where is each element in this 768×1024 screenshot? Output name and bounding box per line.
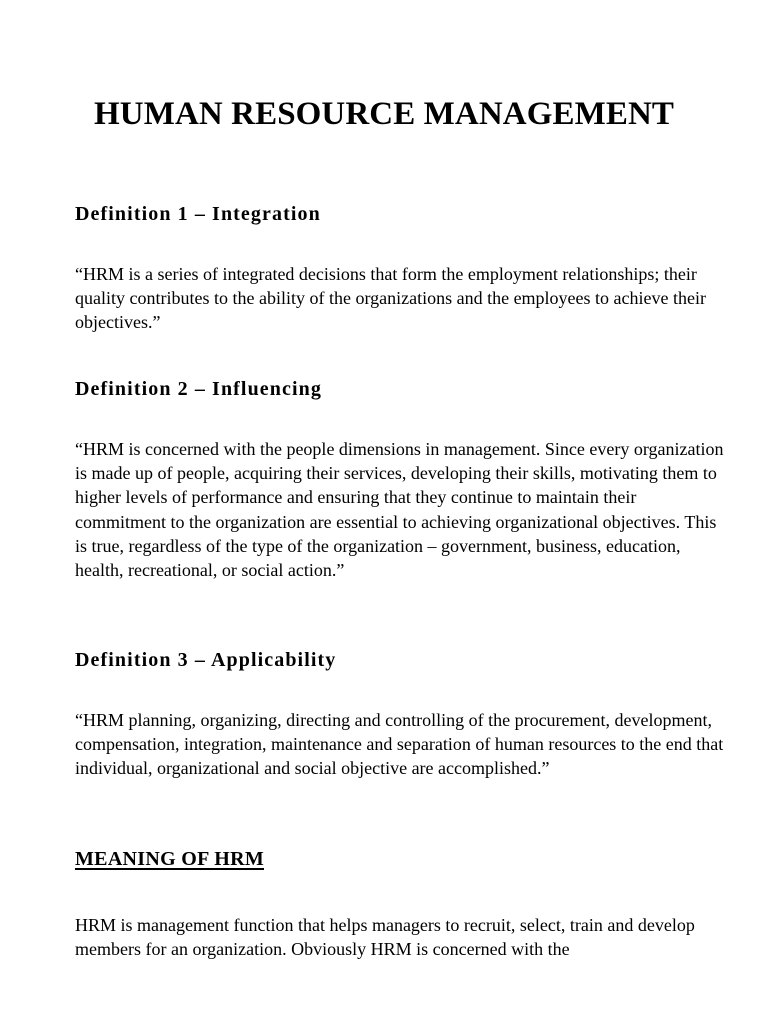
section-paragraph-definition-3: “HRM planning, organizing, directing and controlling of the procurement, development, compensation, integration, maintenance and separation of human resources to the end that individual, organizational and social objective are accomplished.”	[75, 710, 724, 779]
section-paragraph-definition-1: “HRM is a series of integrated decisions that form the employment relationships; their quality contributes to the ability of the organizations and the employees to achieve their objectives.”	[75, 264, 706, 333]
section-paragraph-definition-2: “HRM is concerned with the people dimensions in management. Since every organization is made up of people, acquiring their services, developing their skills, motivating them to higher levels of performance and ensuring that they continue to maintain their commitment to the organization are essential to achieving organizational objectives. This is true, regardless of the type of the organization – government, business, education, health, recreational, or social action.”	[75, 439, 724, 581]
section-heading-definition-1: Definition 1 – Integration	[75, 203, 321, 225]
section-heading-meaning-of-hrm: MEANING OF HRM	[75, 848, 264, 870]
section-paragraph-meaning-of-hrm: HRM is management function that helps managers to recruit, select, train and develop members for an organization. Obviously HRM is concerned with the	[75, 915, 695, 960]
section-heading-definition-3: Definition 3 – Applicability	[75, 649, 337, 671]
document-title: HUMAN RESOURCE MANAGEMENT	[94, 96, 674, 132]
section-heading-definition-2: Definition 2 – Influencing	[75, 378, 322, 400]
